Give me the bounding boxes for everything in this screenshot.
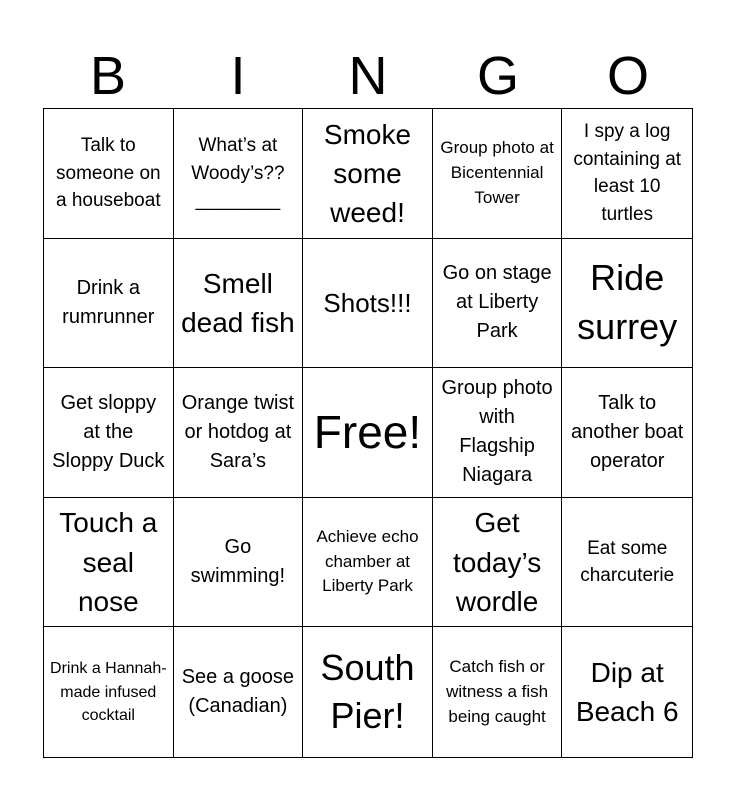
bingo-cell[interactable]: Catch fish or witness a fish being caught [433, 627, 563, 757]
bingo-cell[interactable]: Smell dead fish [174, 239, 304, 369]
bingo-cell[interactable]: Eat some charcuterie [562, 498, 692, 628]
header-letter-i: I [230, 46, 246, 106]
bingo-card [43, 108, 693, 758]
header-letter-b: B [89, 46, 127, 106]
bingo-header [43, 44, 693, 108]
bingo-cell[interactable]: Dip at Beach 6 [575, 657, 679, 728]
bingo-cell[interactable]: Drink a rumrunner [44, 239, 174, 369]
bingo-cell[interactable]: I spy a log containing at least 10 turtles [562, 109, 692, 239]
bingo-cell[interactable]: Group photo with Flagship Niagara [433, 368, 563, 498]
bingo-cell[interactable]: Group photo at Bicentennial Tower [433, 109, 563, 239]
bingo-cell[interactable]: Go on stage at Liberty Park [433, 239, 563, 369]
bingo-cell[interactable]: Ride surrey [562, 239, 692, 369]
bingo-cell[interactable]: Smoke some weed! [303, 109, 433, 239]
bingo-cell[interactable]: Shots!!! [303, 239, 433, 369]
header-letter-o: O [606, 46, 649, 106]
bingo-cell[interactable]: Drink a Hannah-made infused cocktail [44, 627, 174, 757]
free-space[interactable]: Free! [303, 368, 433, 498]
header-letter-g: G [476, 46, 519, 106]
bingo-cell[interactable]: Talk to another boat operator [562, 368, 692, 498]
bingo-cell[interactable]: Talk to someone on a houseboat [44, 109, 174, 239]
bingo-cell[interactable]: Go swimming! [174, 498, 304, 628]
bingo-cell[interactable]: South Pier! [303, 627, 433, 757]
bingo-cell[interactable]: Orange twist or hotdog at Sara’s [174, 368, 304, 498]
bingo-cell[interactable]: What’s at Woody’s?? ________ [174, 109, 304, 239]
header-letter-n: N [348, 46, 388, 106]
bingo-cell[interactable]: Get sloppy at the Sloppy Duck [44, 368, 174, 498]
bingo-cell[interactable]: Achieve echo chamber at Liberty Park [303, 498, 433, 628]
bingo-cell[interactable]: Touch a seal nose [44, 498, 174, 628]
bingo-cell[interactable]: Get today’s wordle [433, 498, 563, 628]
bingo-cell[interactable]: See a goose (Canadian) [174, 627, 304, 757]
